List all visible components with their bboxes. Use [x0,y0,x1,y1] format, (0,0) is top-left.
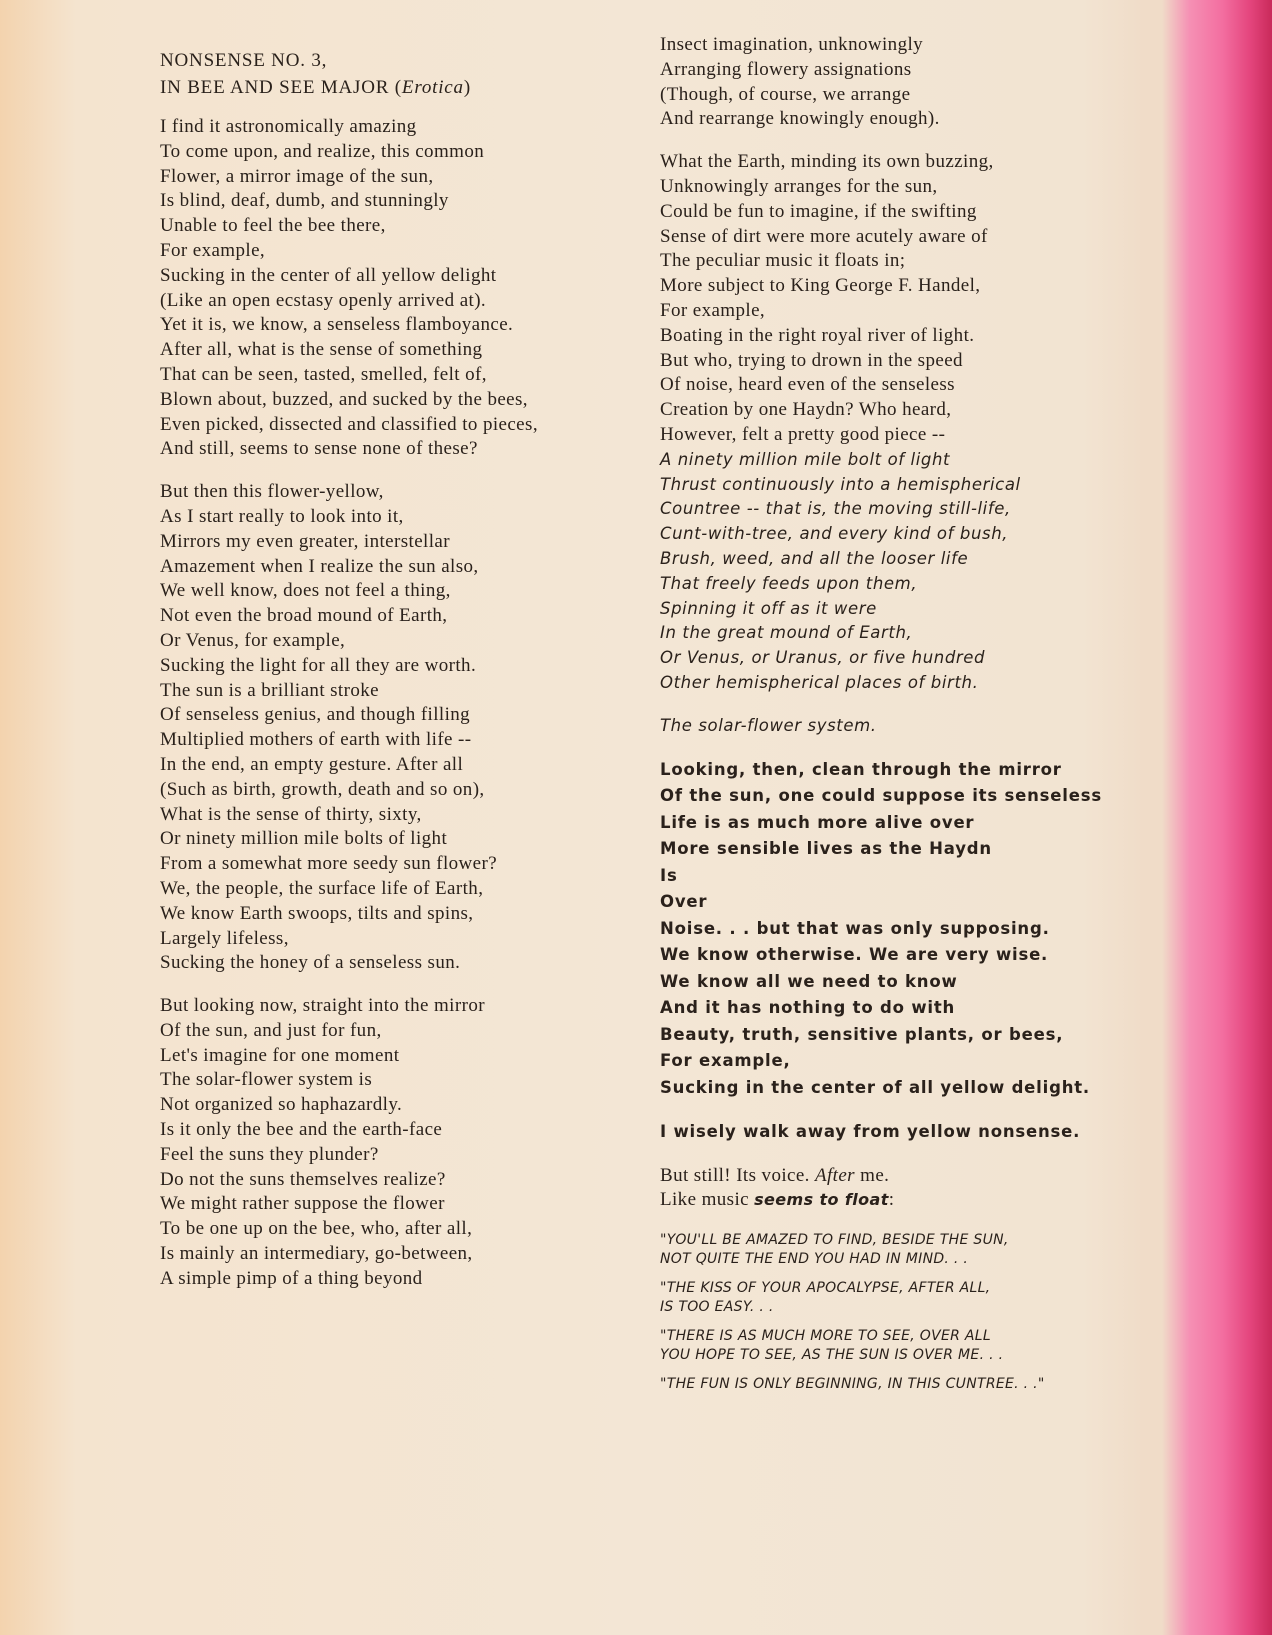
poem-line: However, felt a pretty good piece -- [660,423,946,445]
poem-line: To come upon, and realize, this common [160,140,485,162]
poem-line: Of the sun, one could suppose its senseless [660,786,1102,806]
poem-line: "YOU'LL BE AMAZED TO FIND, BESIDE THE SUN, [660,1232,1009,1249]
poem-line: Flower, a mirror image of the sun, [160,165,434,187]
poem-title [160,47,650,101]
poem-line: That freely feeds upon them, [660,573,918,593]
line-segment: NONSENSE NO. 3, [160,50,328,71]
poem-line: For example, [660,1051,791,1071]
poem-line: Thrust continuously into a hemispherical [660,474,1021,494]
right-column [660,33,1140,1404]
poem-line: In the great mound of Earth, [660,623,913,643]
poem-line: A ninety million mile bolt of light [660,449,951,469]
emphasis-text: After [814,1164,855,1186]
line-segment: : [888,1189,895,1211]
poem-line: We might rather suppose the flower [160,1193,445,1215]
stanza [660,1327,1140,1365]
poem-line: Of senseless genius, and though filling [160,704,471,726]
poem-line: NOT QUITE THE END YOU HAD IN MIND. . . [660,1251,969,1268]
poem-line: (Though, of course, we arrange [660,83,911,105]
poem-line: Largely lifeless, [160,927,289,949]
poem-line: Could be fun to imagine, if the swifting [660,200,977,222]
poem-line: We, the people, the surface life of Earth, [160,877,484,899]
poem-line: To be one up on the bee, who, after all, [160,1218,473,1240]
poem-line: Boating in the right royal river of light. [660,324,975,346]
line-segment: IN BEE AND SEE MAJOR ( [160,77,402,98]
poem-line: For example, [660,299,766,321]
stanza [160,994,650,1292]
poem-line: Countree -- that is, the moving still-life, [660,499,1011,519]
poem-line [660,1164,1140,1189]
poem-line: Over [660,892,708,912]
poem-line: More sensible lives as the Haydn [660,839,992,859]
poem-line: (Such as birth, growth, death and so on), [160,778,485,800]
stanza [160,480,650,976]
poem-line: Cunt-with-tree, and every kind of bush, [660,524,1009,544]
poem-line: Or ninety million mile bolts of light [160,828,448,850]
poem-line: For example, [160,239,266,261]
poem-line: Mirrors my even greater, interstellar [160,530,450,552]
stanza [660,1231,1140,1269]
poem-line: I find it astronomically amazing [160,116,417,137]
poem-line: Is it only the bee and the earth-face [160,1119,443,1141]
poem-line: Is blind, deaf, dumb, and stunningly [160,190,449,212]
stanza [660,33,1140,132]
poem-line: And it has nothing to do with [660,998,956,1018]
stanza [660,1375,1140,1394]
poem-line: Feel the suns they plunder? [160,1143,379,1165]
poem-line: Sucking the honey of a senseless sun. [160,952,461,974]
poem-line: More subject to King George F. Handel, [660,275,981,297]
poem-line: IS TOO EASY. . . [660,1299,774,1316]
poem-line: Is mainly an intermediary, go-between, [160,1243,473,1265]
poem-line: Sucking in the center of all yellow delight. [660,1077,1090,1097]
poem-line: YOU HOPE TO SEE, AS THE SUN IS OVER ME. . . [660,1347,1004,1364]
poem-line: "THE FUN IS ONLY BEGINNING, IN THIS CUNTREE. . ." [660,1376,1045,1393]
poem-line: We know Earth swoops, tilts and spins, [160,902,474,924]
poem-line: Unable to feel the bee there, [160,215,386,237]
poem-line: Insect imagination, unknowingly [660,34,924,55]
poem-line: Sucking in the center of all yellow delight [160,264,497,286]
poem-line: After all, what is the sense of something [160,339,483,361]
poem-line: Noise. . . but that was only supposing. [660,918,1050,938]
poem-line: From a somewhat more seedy sun flower? [160,853,498,875]
poem-line [160,47,650,74]
poem-line: Creation by one Haydn? Who heard, [660,399,952,421]
poem-line: Looking, then, clean through the mirror [660,759,1062,779]
poem-line: Other hemispherical places of birth. [660,672,979,692]
poem-line: We know all we need to know [660,971,958,991]
poem-line: What the Earth, minding its own buzzing, [660,151,994,173]
poem-line: Arranging flowery assignations [660,58,912,80]
poem-line: Of the sun, and just for fun, [160,1019,382,1041]
line-segment: me. [854,1164,890,1186]
emphasis-text: seems to float [754,1190,889,1210]
poem-line: Unknowingly arranges for the sun, [660,175,938,197]
poem-line: Is [660,865,678,885]
poem-line: And still, seems to sense none of these? [160,438,478,460]
pink-page-edge [1162,0,1272,1635]
stanza [660,1164,1140,1214]
line-segment: ) [463,77,471,98]
poem-line: Even picked, dissected and classified to pieces, [160,413,538,435]
poem-line: The solar-flower system is [160,1069,373,1091]
poem-line: Not organized so haphazardly. [160,1094,403,1116]
stanza [660,150,1140,448]
poem-line: I wisely walk away from yellow nonsense. [660,1122,1081,1142]
stanza [660,757,1140,1102]
poem-line: "THERE IS AS MUCH MORE TO SEE, OVER ALL [660,1328,991,1345]
poem-line: What is the sense of thirty, sixty, [160,803,422,825]
emphasis-text: Erotica [401,77,464,98]
poem-line: Let's imagine for one moment [160,1044,400,1066]
poem-line: A simple pimp of a thing beyond [160,1267,423,1289]
poem-line: Do not the suns themselves realize? [160,1168,446,1190]
poem-line: The solar-flower system. [660,715,877,735]
stanza [660,448,1140,696]
line-segment: But still! Its voice. [660,1164,815,1186]
stanza [160,115,650,462]
poem-line: The peculiar music it floats in; [660,250,906,272]
poem-line: In the end, an empty gesture. After all [160,753,464,775]
poem-line: Multiplied mothers of earth with life -- [160,729,472,751]
poem-line: But then this flower-yellow, [160,481,384,503]
poem-line: Sense of dirt were more acutely aware of [660,225,988,247]
poem-line: That can be seen, tasted, smelled, felt of, [160,363,487,385]
poem-line: Brush, weed, and all the looser life [660,548,969,568]
poem-line: Beauty, truth, sensitive plants, or bees, [660,1024,1064,1044]
poem-line: Yet it is, we know, a senseless flamboyance. [160,314,514,336]
poem-line: "THE KISS OF YOUR APOCALYPSE, AFTER ALL, [660,1280,991,1297]
line-segment: Like music [660,1189,755,1211]
poem-line: Or Venus, for example, [160,629,346,651]
poem-line: Blown about, buzzed, and sucked by the bees, [160,388,528,410]
poem-line: (Like an open ecstasy openly arrived at). [160,289,487,311]
poem-line: The sun is a brilliant stroke [160,679,379,701]
poem-line: But who, trying to drown in the speed [660,349,963,371]
poem-line: We know otherwise. We are very wise. [660,945,1049,965]
poem-line: Of noise, heard even of the senseless [660,374,955,396]
poem-line [160,74,650,101]
stanza [660,1279,1140,1317]
poem-line: Not even the broad mound of Earth, [160,605,448,627]
poem-line: We well know, does not feel a thing, [160,580,451,602]
poem-line: As I start really to look into it, [160,505,404,527]
poem-line: Amazement when I realize the sun also, [160,555,479,577]
stanza [660,1119,1140,1146]
poem-line: But looking now, straight into the mirror [160,995,485,1017]
poem-line: And rearrange knowingly enough). [660,108,940,130]
poem-line [660,1188,1140,1213]
stanza [660,714,1140,739]
poem-line: Life is as much more alive over [660,812,975,832]
left-column [160,47,650,1310]
poem-line: Sucking the light for all they are worth. [160,654,477,676]
poem-line: Or Venus, or Uranus, or five hundred [660,648,986,668]
poem-line: Spinning it off as it were [660,598,877,618]
